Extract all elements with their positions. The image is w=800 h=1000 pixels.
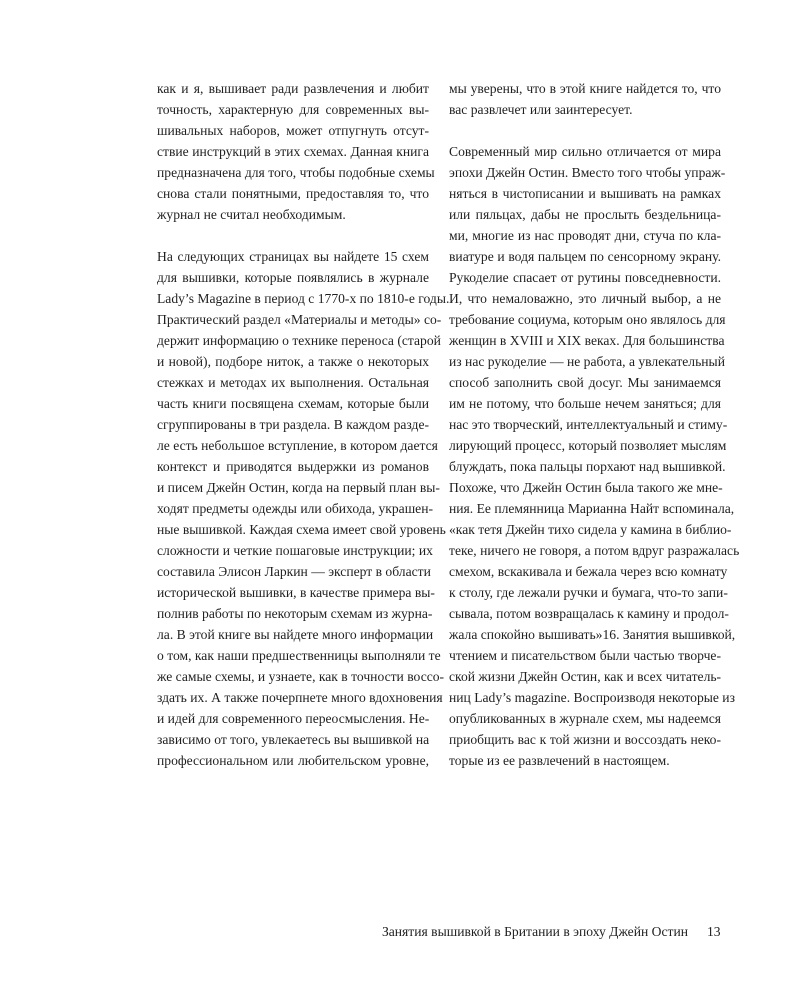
text-line: женщин в XVIII и XIX веках. Для большинства <box>449 333 725 348</box>
text-line: няться в чистописании и вышивать на рамках <box>449 186 721 201</box>
text-line: мы уверены, что в этой книге найдется то, что <box>449 81 721 96</box>
text-line: предназначена для того, чтобы подобные схемы <box>157 165 435 180</box>
text-line: зависимо от того, увлекаетесь вы вышивкой на <box>157 732 430 747</box>
text-line: или пяльцах, дабы не прослыть бездельница- <box>449 207 721 222</box>
running-title: Занятия вышивкой в Британии в эпоху Джейн Остин <box>381 924 688 939</box>
text-line: полнив работы по некоторым схемам из журна- <box>157 606 433 621</box>
text-line: для вышивки, которые появлялись в журнале <box>157 270 429 285</box>
text-line: составила Элисон Ларкин — эксперт в области <box>157 564 431 579</box>
paragraph-gap <box>449 120 721 141</box>
text-line: торые из ее развлечений в настоящем. <box>449 753 670 768</box>
paragraph <box>157 78 435 225</box>
text-line: Современный мир сильно отличается от мира <box>449 144 721 159</box>
text-line: ниц Lady’s magazine. Воспроизводя некоторые из <box>449 690 735 705</box>
text-line: шивальных наборов, может отпугнуть отсут- <box>157 123 429 138</box>
text-line: сывала, потом возвращалась к камину и продол- <box>449 606 729 621</box>
text-line: опубликованных в журнале схем, мы надеемся <box>449 711 721 726</box>
text-line: часть книги посвящена схемам, которые были <box>157 396 429 411</box>
text-line: чтением и писательством были частью творче- <box>449 648 721 663</box>
page-footer <box>0 922 800 942</box>
text-line: приобщить вас к той жизни и воссоздать неко- <box>449 732 721 747</box>
paragraph <box>157 246 450 771</box>
text-line: сложности и четкие пошаговые инструкции; их <box>157 543 433 558</box>
text-line: жала спокойно вышивать»16. Занятия вышивкой, <box>449 627 736 642</box>
text-line: ла. В этой книге вы найдете много информации <box>157 627 434 642</box>
text-line: эпохи Джейн Остин. Вместо того чтобы упраж- <box>449 165 726 180</box>
text-line: лирующий процесс, который позволяет мыслям <box>449 438 727 453</box>
text-line: стежках и методах их выполнения. Остальная <box>157 375 429 390</box>
text-line: и новой), подборе ниток, а также о некоторых <box>157 354 429 369</box>
text-line: требование социума, которым оно являлось для <box>449 312 726 327</box>
text-line: же самые схемы, и узнаете, как в точности воссо- <box>157 669 445 684</box>
text-line: Lady’s Magazine в период с 1770-х по 1810-е годы. <box>157 291 450 306</box>
text-line: и писем Джейн Остин, когда на первый план вы- <box>157 480 440 495</box>
text-line: Рукоделие спасает от рутины повседневности. <box>449 270 721 285</box>
text-line: ные вышивкой. Каждая схема имеет свой уровень <box>157 522 446 537</box>
text-line: из нас рукоделие — не работа, а увлекательный <box>449 354 725 369</box>
text-line: ствие инструкций в этих схемах. Данная книга <box>157 144 429 159</box>
left-column <box>157 78 450 771</box>
page-number: 13 <box>707 924 721 939</box>
text-line: и идей для современного переосмысления. Не- <box>157 711 430 726</box>
text-line: ходят предметы одежды или обихода, украшен- <box>157 501 434 516</box>
text-line: теке, ничего не говоря, а потом вдруг разражалась <box>449 543 740 558</box>
text-line: ми, многие из нас проводят дни, стуча по кла- <box>449 228 721 243</box>
right-column <box>449 78 740 771</box>
text-line: И, что немаловажно, это личный выбор, а не <box>449 291 721 306</box>
text-line: точность, характерную для современных вы- <box>157 102 429 117</box>
paragraph <box>449 78 721 120</box>
text-line: нас это творческий, интеллектуальный и стиму- <box>449 417 728 432</box>
text-line: держит информацию о технике переноса (старой <box>157 333 441 348</box>
text-line: Похоже, что Джейн Остин была такого же мне- <box>449 480 723 495</box>
text-line: профессиональном или любительском уровне, <box>157 753 429 768</box>
text-line: Практический раздел «Материалы и методы» со- <box>157 312 442 327</box>
text-line: о том, как наши предшественницы выполняли те <box>157 648 441 663</box>
text-line: контекст и приводятся выдержки из романов <box>157 459 429 474</box>
text-line: ле есть небольшое вступление, в котором дается <box>157 438 438 453</box>
text-line: способ заполнить свой досуг. Мы занимаемся <box>449 375 721 390</box>
text-line: блуждать, пока пальцы порхают над вышивкой. <box>449 459 726 474</box>
text-line: вас развлечет или заинтересует. <box>449 102 633 117</box>
text-line: «как тетя Джейн тихо сидела у камина в библио- <box>449 522 732 537</box>
text-line: смехом, вскакивала и бежала через всю комнату <box>449 564 728 579</box>
paragraph-gap <box>157 225 429 246</box>
text-line: исторической вышивки, в качестве примера вы- <box>157 585 435 600</box>
text-line: ния. Ее племянница Марианна Найт вспоминала, <box>449 501 735 516</box>
paragraph <box>449 141 740 771</box>
text-line: им не потому, что больше нечем заняться; для <box>449 396 721 411</box>
text-line: здать их. А также почерпнете много вдохновения <box>157 690 443 705</box>
text-line: снова стали понятными, предоставляя то, что <box>157 186 429 201</box>
text-line: журнал не считал необходимым. <box>157 207 346 222</box>
text-line: На следующих страницах вы найдете 15 схем <box>157 249 429 264</box>
text-line: ской жизни Джейн Остин, как и всех читатель- <box>449 669 722 684</box>
text-line: виатуре и водя пальцем по сенсорному экрану. <box>449 249 721 264</box>
text-line: как и я, вышивает ради развлечения и любит <box>157 81 429 96</box>
text-line: к столу, где лежали ручки и бумага, что-то запи- <box>449 585 728 600</box>
text-line: сгруппированы в три раздела. В каждом разде- <box>157 417 429 432</box>
